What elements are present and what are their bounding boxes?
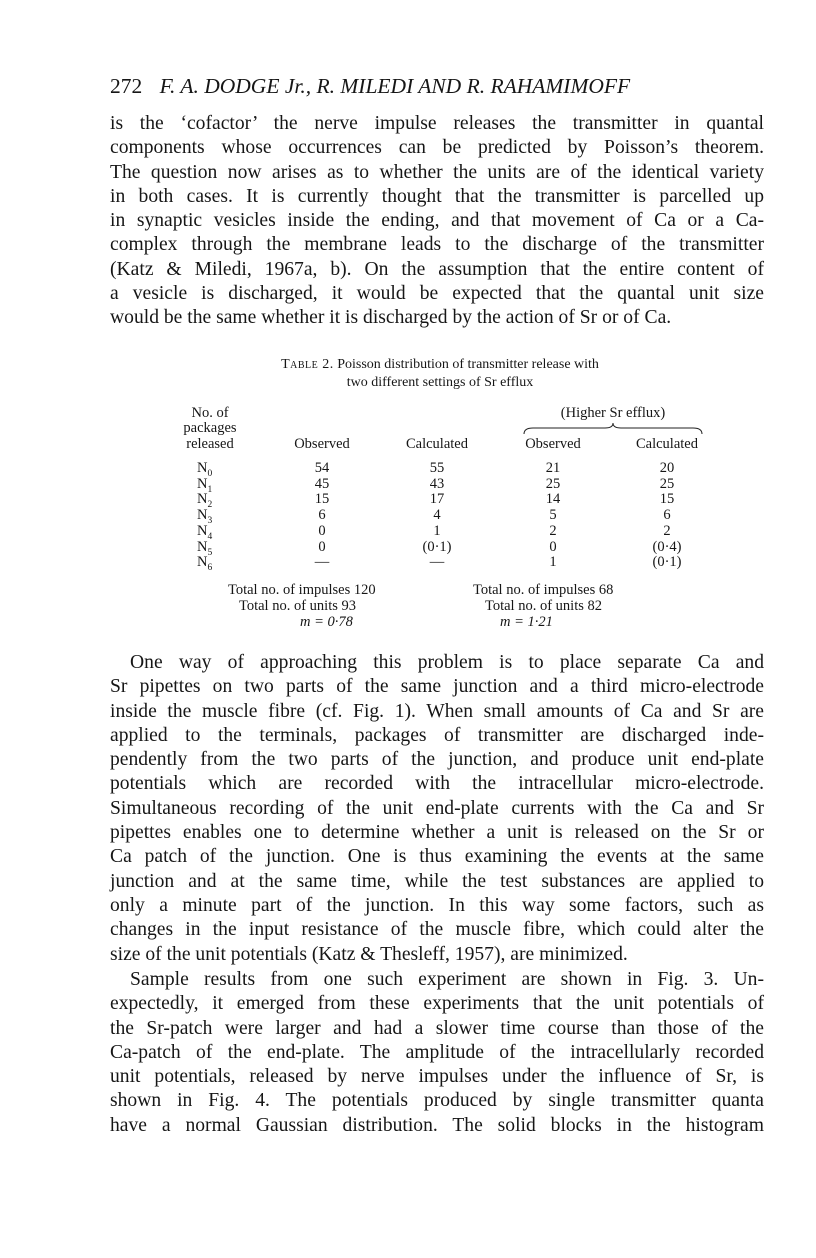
table-cell: (0·1) [652,554,682,571]
summary-right-m: m = 1·21 [500,614,553,630]
table-cell: 54 [314,460,330,476]
text-line: would be the same whether it is discharged by the action of Sr or of Ca. [110,307,672,329]
table-cell: 15 [659,491,675,508]
row-header-line-1: No. of [191,405,229,421]
column-header-calculated-1: Calculated [405,436,468,452]
row-label-subscript: 1 [207,484,213,495]
page-number: 272 [110,74,143,98]
table-cell: 1 [549,554,557,571]
table-cell: 6 [663,507,671,524]
row-label-letter: N [197,475,208,492]
summary-left-units: Total no. of units 93 [239,598,356,614]
text-line: potentials which are recorded with the intracellular micro-electrode. [110,773,764,795]
caption-line-1: Poisson distribution of transmitter release with [337,357,599,372]
text-line: One way of approaching this problem is to place separate Ca and [130,652,764,673]
summary-left-impulses: Total no. of impulses 120 [228,582,376,598]
text-line: junction and at the same time, while the test substances are applied to [110,870,764,892]
table-cell: 1 [433,522,441,539]
summary-right-impulses: Total no. of impulses 68 [473,582,614,598]
table-cell: 0 [549,538,557,555]
text-line: Ca-patch of the end-plate. The amplitude of the intracellularly recorded [110,1041,764,1063]
text-line: Ca patch of the junction. One is thus examining the events at the same [110,846,764,868]
row-label-subscript: 0 [207,468,213,479]
text-line: is the ‘cofactor’ the nerve impulse releases the transmitter in quantal [110,113,764,134]
text-line: pendently from the two parts of the junction, and produce unit end-plate [110,749,764,771]
brace-icon [523,422,703,436]
paragraph-3 [110,968,764,1138]
row-label-subscript: 3 [207,515,213,526]
text-line: a vesicle is discharged, it would be expected that the quantal unit size [110,283,764,305]
text-line: only a minute part of the junction. In this way some factors, such as [110,894,764,916]
text-line: shown in Fig. 4. The potentials produced by single transmitter quanta [110,1090,764,1112]
text-line: have a normal Gaussian distribution. The solid blocks in the histogram [110,1114,764,1136]
text-line: pipettes enables one to determine whether a unit is released on the Sr or [110,822,764,844]
row-label-group [197,476,212,498]
column-header-observed-2: Observed [525,436,581,452]
text-line: complex through the membrane leads to the discharge of the transmitter [110,234,764,256]
table-cell: 2 [549,522,557,539]
table-cell: 2 [663,522,671,539]
table-cell: 4 [433,507,441,524]
row-label-letter: N [197,522,208,539]
row-header-line-2: packages [183,420,237,436]
summary-left-m: m = 0·78 [300,614,353,630]
text-line: applied to the terminals, packages of transmitter are discharged inde- [110,724,764,746]
group-header-higher-sr: (Higher Sr efflux) [560,405,666,421]
row-label-group [197,523,212,545]
table-cell: 21 [545,460,561,476]
row-label-letter: N [197,554,208,571]
text-line: components whose occurrences can be predicted by Poisson’s theorem. [110,137,764,159]
table-cell: (0·1) [422,538,452,555]
table-cell: 5 [549,507,557,524]
text-line: changes in the input resistance of the muscle fibre, which could alter the [110,919,764,941]
table-cell: 55 [429,460,445,476]
text-line: expectedly, it emerged from these experiments that the unit potentials of [110,993,764,1015]
row-label-group [197,507,212,529]
row-label-subscript: 2 [207,500,213,511]
author-line: F. A. DODGE Jr., R. MILEDI AND R. RAHAMIMOFF [159,74,631,98]
column-header-observed-1: Observed [294,436,350,452]
table-cell: (0·4) [652,538,682,555]
table-cell: 14 [545,491,561,508]
text-line: Sample results from one such experiment are shown in Fig. 3. Un- [130,969,764,990]
row-label-group [197,460,212,482]
row-label-letter: N [197,538,208,555]
column-header-calculated-2: Calculated [635,436,698,452]
row-label-letter: N [197,491,208,508]
row-label-letter: N [197,460,208,476]
text-line: (Katz & Miledi, 1967a, b). On the assumption that the entire content of [110,258,764,280]
table-cell: 6 [318,507,326,524]
row-label-group [197,491,212,513]
text-line: The question now arises as to whether the units are of the identical variety [110,161,764,183]
table-label: Table 2. [281,357,334,372]
row-header-line-3: released [186,436,234,452]
row-label-subscript: 4 [207,531,213,542]
row-label-group [197,539,212,561]
table-cell: 0 [318,538,326,555]
text-line: Sr pipettes on two parts of the same junction and a third micro-electrode [110,676,764,698]
caption-line-2: two different settings of Sr efflux [346,375,534,390]
running-header [110,74,710,104]
table-cell: — [314,554,330,571]
text-line: inside the muscle fibre (cf. Fig. 1). When small amounts of Ca and Sr are [110,700,764,722]
text-line: the Sr-patch were larger and had a slower time course than those of the [110,1017,764,1039]
row-label-group [197,554,212,576]
table-cell: — [429,554,445,571]
table-cell: 25 [659,475,675,492]
table-cell: 17 [429,491,445,508]
text-line: in both cases. It is currently thought that the transmitter is parcelled up [110,185,764,207]
row-label-subscript: 5 [207,547,213,558]
text-line: Simultaneous recording of the unit end-plate currents with the Ca and Sr [110,797,764,819]
table-cell: 15 [314,491,330,508]
summary-right-units: Total no. of units 82 [485,598,602,614]
text-line: size of the unit potentials (Katz & Thesleff, 1957), are minimized. [110,943,628,965]
paragraph-2 [110,651,764,967]
row-label-subscript: 6 [207,563,213,574]
table-cell: 25 [545,475,561,492]
table-cell: 43 [429,475,445,492]
table-cell: 45 [314,475,330,492]
table-cell: 20 [659,460,675,476]
text-line: in synaptic vesicles inside the ending, and that movement of Ca or a Ca- [110,210,764,232]
paragraph-1 [110,112,764,331]
table-caption [170,356,710,392]
table-cell: 0 [318,522,326,539]
text-line: unit potentials, released by nerve impulses under the influence of Sr, is [110,1066,764,1088]
row-label-letter: N [197,507,208,524]
